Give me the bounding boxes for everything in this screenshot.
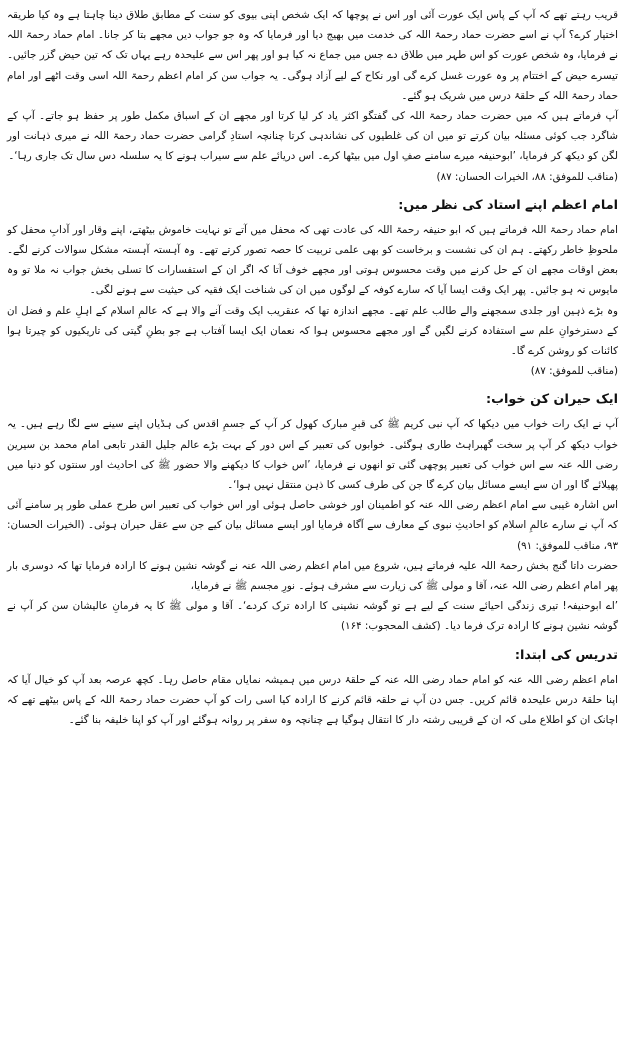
paragraph: قریب رہتے تھے کہ آپ کے پاس ایک عورت آئی اور اس نے پوچھا کہ ایک شخص اپنی بیوی کو سنت کے مطابق طلاق دینا چاہتا ہے وہ کیا طریقہ اختیار کرے؟ آپ نے اسے حضرت حماد رحمۃ اللہ کی خدمت میں بھیج دیا اور فرمایا کہ وہ جو جواب دیں مجھے بتا کر جانا۔ امام حماد رحمۃ اللہ نے فرمایا، وہ شخص عورت کو اس طہر میں طلاق دے جس میں جماع نہ کیا ہو اور پھر اس سے علیحدہ رہے یہاں تک کہ تین حیض گزر جائیں۔ تیسرے حیض کے اختتام پر وہ عورت غسل کرے گی اور نکاح کے لیے آزاد ہوگی۔ یہ جواب سن کر امام اعظم رحمۃ اللہ اسی وقت اٹھے اور امام حماد رحمۃ اللہ کے حلقۂ درس میں شریک ہو گئے۔ [7,9,618,102]
paragraph: حضرت داتا گنج بخش رحمۃ اللہ علیہ فرماتے ہیں، شروع میں امام اعظم رضی اللہ عنہ نے گوشہ نشین ہونے کا ارادہ فرمایا تھا کہ دوسری بار پھر امام اعظم رضی اللہ عنہ، آقا و مولی ﷺ کی زیارت سے مشرف ہوئے۔ نورِ مجسم ﷺ نے فرمایا، [7,559,618,593]
citation: (مناقب للموفق: ۸۸، الخیرات الحسان: ۸۷) [436,170,618,183]
paragraph: آپ فرماتے ہیں کہ میں حضرت حماد رحمۃ اللہ کی گفتگو اکثر یاد کر لیا کرتا اور مجھے ان کے اسباق مکمل طور پر حفظ ہو جاتے۔ آپ کے شاگرد جب کوئی مسئلہ بیان کرتے تو میں ان کی غلطیوں کی نشاندہی کرتا چنانچہ استادِ گرامی حضرت حماد رحمۃ اللہ نے میری ذہانت اور لگن کو دیکھ کر فرمایا، ’ابوحنیفہ میرے سامنے صفِ اول میں بیٹھا کرے۔ اس دریائے علم سے سیراب ہونے کا یہ سلسلہ دس سال تک جاری رہا‘۔ [7,110,618,163]
paragraph: امام حماد رحمۃ اللہ فرماتے ہیں کہ ابو حنیفہ رحمۃ اللہ کی عادت تھی کہ محفل میں آتے تو نہایت خاموش بیٹھتے، اپنے وقار اور آدابِ محفل کو ملحوظِ خاطر رکھتے۔ ہم ان کی نشست و برخاست کو بھی علمی تربیت کا حصہ تصور کرتے تھے۔ وہ آہستہ آہستہ مشکل سوالات کرنے لگے۔ بعض اوقات مجھے ان کے حل کرنے میں وقت محسوس ہوتی اور مجھے خوف آتا کہ اگر ان کے استفسارات کا تسلی بخش جواب نہ ملا تو وہ مایوس نہ ہو جائیں۔ پھر ایک وقت ایسا آیا کہ سارے کوفہ کے لوگوں میں ان کی شناخت ایک فقیہ کی حیثیت سے ہونے لگی۔ [7,223,618,297]
paragraph: ’اے ابوحنیفہ! تیری زندگی احیائے سنت کے لیے ہے تو گوشہ نشینی کا ارادہ ترک کردے‘۔ آقا و مولی ﷺ کا یہ فرمانِ عالیشان سن کر آپ نے گوشہ نشین ہونے کا ارادہ ترک فرما دیا۔ (کشف المحجوب: ۱۶۴) [7,600,618,633]
paragraph: وہ بڑے ذہین اور جلدی سمجھنے والے طالب علم تھے۔ مجھے اندازہ تھا کہ عنقریب ایک وقت آنے والا ہے کہ عالمِ اسلام کے اہلِ علم و فضل ان کے دسترخوانِ علم سے استفادہ کرنے لگیں گے اور مجھے محسوس ہوا کہ نعمان ایک ایسا آفتاب ہے جو بطنِ گیتی کی تاریکیوں کو چیرتا ہوا کائنات کو روشن کرے گا۔ [7,304,618,358]
paragraph: امام اعظم رضی اللہ عنہ کو امام حماد رضی اللہ عنہ کے حلقۂ درس میں ہمیشہ نمایاں مقام حاصل رہا۔ کچھ عرصہ بعد آپ کو خیال آیا کہ اپنا حلقۂ درس علیحدہ قائم کریں۔ جس دن آپ نے حلقہ قائم کرنے کا ارادہ کیا اسی رات کو آپ حضرت حماد رحمۃ اللہ کے پاس بیٹھے تھے کہ اچانک ان کو اطلاع ملی کہ ان کے قریبی رشتہ دار کا انتقال ہوگیا ہے چنانچہ وہ سفر پر روانہ ہوگئے اور آپ کو اپنا خلیفہ بنا گئے۔ [7,673,618,727]
citation: (مناقب للموفق: ۸۷) [530,365,618,378]
paragraph: اس اشارہ غیبی سے امام اعظم رضی اللہ عنہ کو اطمینان اور خوشی حاصل ہوئی اور اس خواب کی تعبیر اس طرح عملی طور پر سامنے آئی کہ آپ نے سارے عالمِ اسلام کو احادیثِ نبوی کے معارف سے آگاہ فرمایا اور ایسے مسائل بیان کیے جن سے عقل حیران ہوئی۔ (الخیرات الحسان: ۹۳، مناقب للموفق: ۹۱) [7,499,618,552]
paragraph: آپ نے ایک رات خواب میں دیکھا کہ آپ نبی کریم ﷺ کی قبرِ مبارک کھول کر آپ کے جسمِ اقدس کی ہڈیاں اپنے سینے سے لگا رہے ہیں۔ یہ خواب دیکھ کر آپ پر سخت گھبراہٹ طاری ہوگئی۔ خوابوں کی تعبیر کے اس دور کے بہت بڑے عالم جلیل القدر تابعی امام محمد بن سیرین رضی اللہ عنہ سے اس خواب کی تعبیر پوچھی گئی تو انھوں نے فرمایا، ’اس خواب کا دیکھنے والا حضور ﷺ کی احادیث اور سنتوں کو دنیا میں پھیلائے گا اور ان سے ایسے مسائل بیان کرے گا جن کی طرف کسی کا ذہن منتقل نہیں ہوا‘۔ [7,418,618,492]
section-heading: امام اعظم اپنے استاد کی نظر میں: [398,197,618,213]
section-heading: ایک حیران کن خواب: [486,392,618,408]
section-heading: تدریس کی ابتدا: [514,647,618,663]
